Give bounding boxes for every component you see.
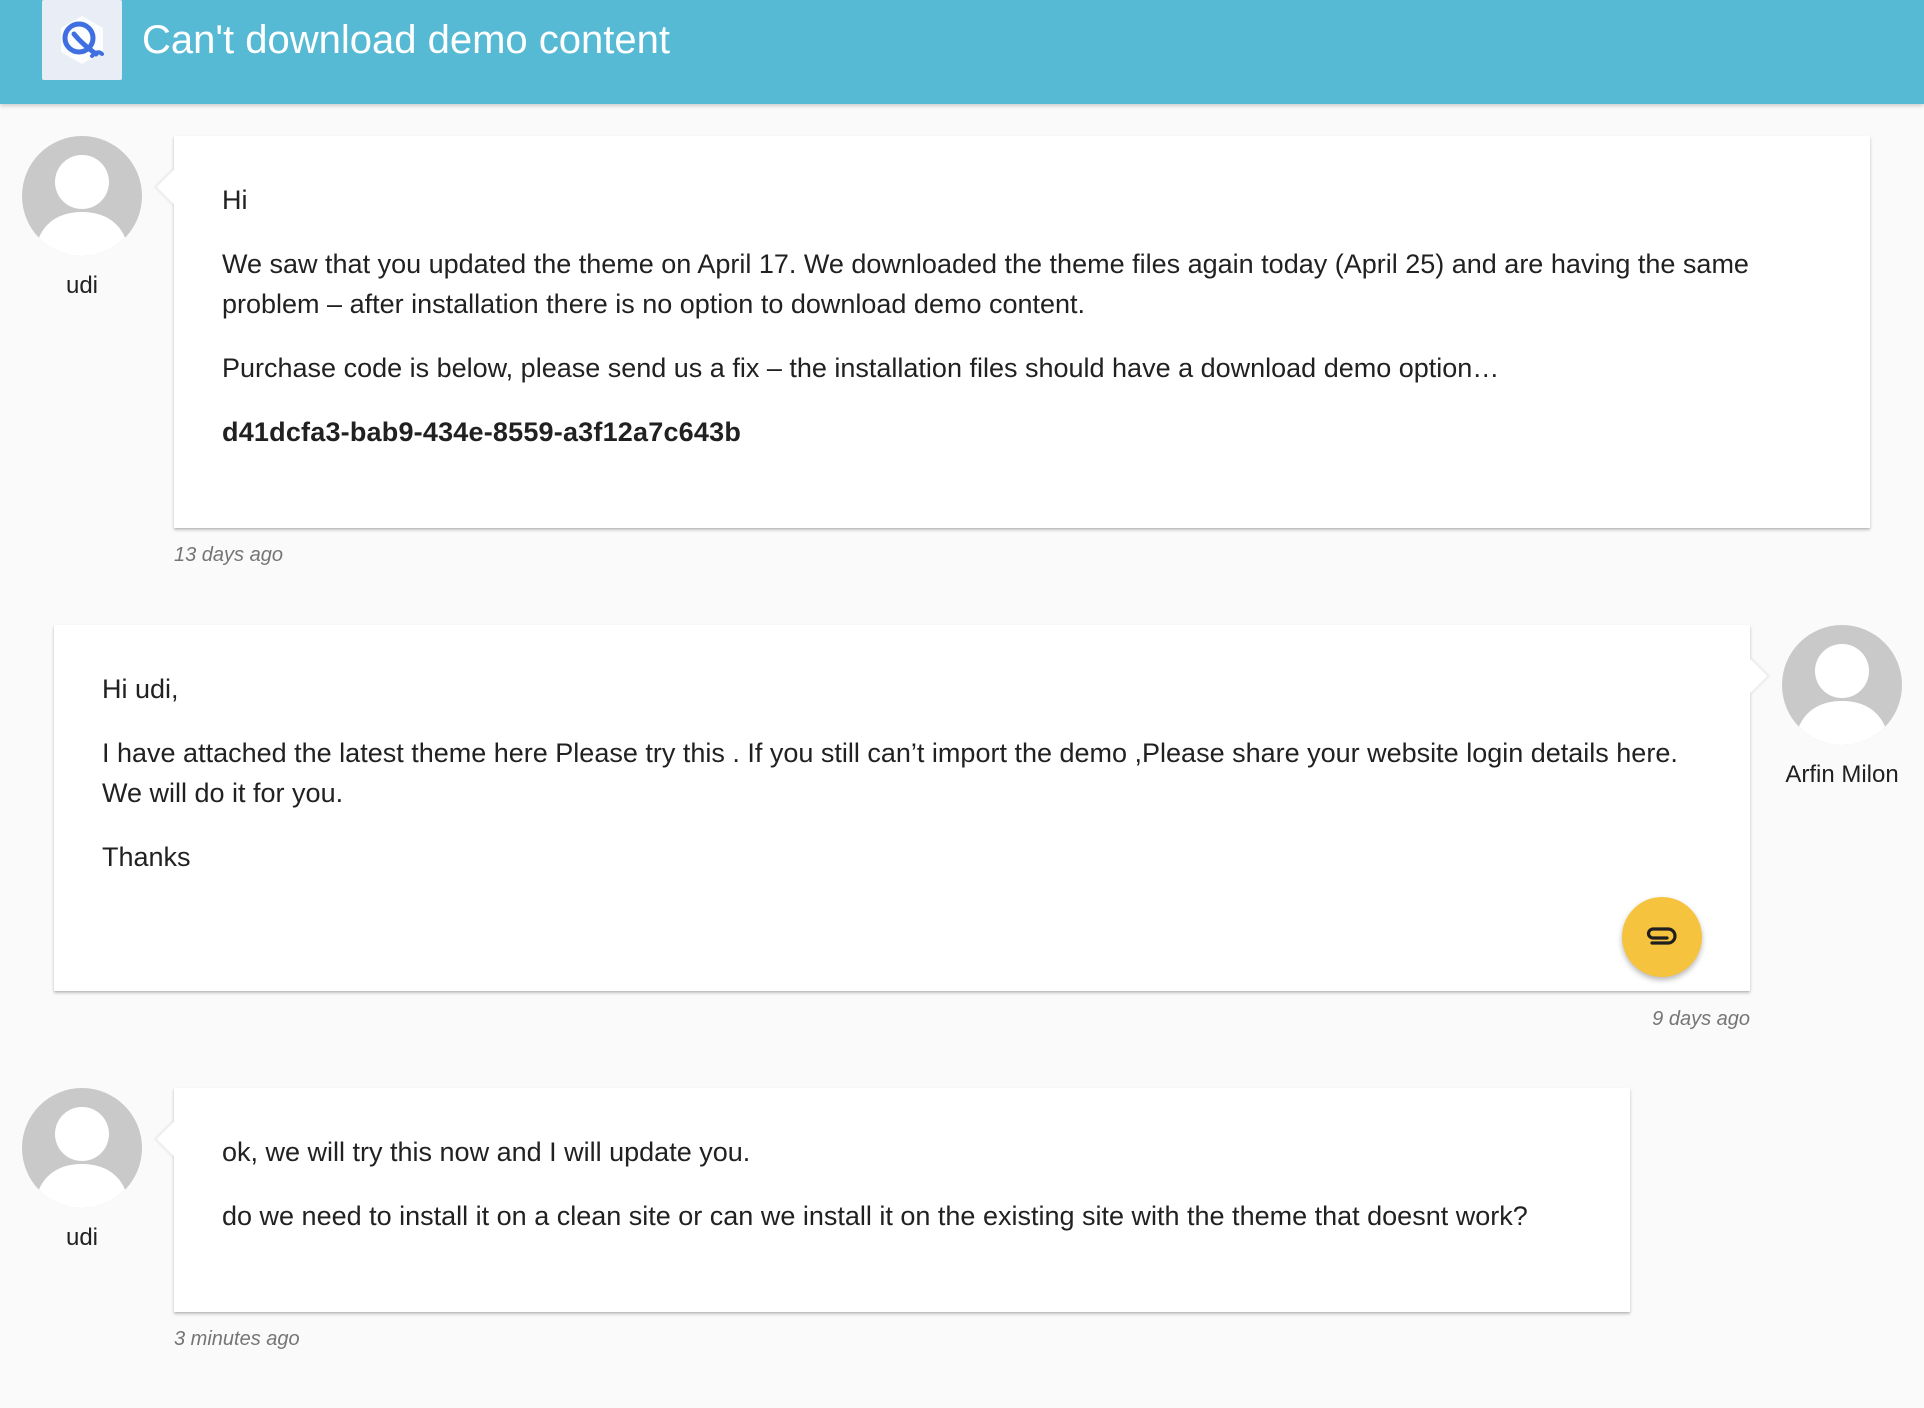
message-card xyxy=(174,1088,1630,1312)
message-paragraph: Thanks xyxy=(102,842,191,872)
card-pointer xyxy=(157,1121,194,1158)
message-paragraph: ok, we will try this now and I will update you. xyxy=(222,1137,751,1167)
message-timestamp: 3 minutes ago xyxy=(174,1328,300,1350)
attachment-button[interactable] xyxy=(1622,897,1702,977)
app-logo-icon xyxy=(52,10,112,70)
avatar[interactable] xyxy=(22,136,142,256)
card-pointer xyxy=(1731,658,1768,695)
message-timestamp: 9 days ago xyxy=(1652,1008,1750,1030)
user-avatar-icon xyxy=(22,136,142,256)
message-author: udi xyxy=(65,1224,99,1251)
message-paragraph: Hi udi, xyxy=(102,674,179,704)
message-card xyxy=(174,136,1870,528)
message-author: Arfin Milon xyxy=(1785,761,1899,788)
message-card xyxy=(54,625,1750,991)
message-paragraph: We saw that you updated the theme on April 17. We downloaded the theme files again today (April 25) and are having the same problem – after installation there is no option to download demo content. xyxy=(222,249,1749,319)
avatar[interactable] xyxy=(1782,625,1902,745)
message-timestamp: 13 days ago xyxy=(174,544,283,566)
app-header xyxy=(0,0,1924,104)
avatar[interactable] xyxy=(22,1088,142,1208)
message-paragraph: Hi xyxy=(222,185,248,215)
purchase-code: d41dcfa3-bab9-434e-8559-a3f12a7c643b xyxy=(222,417,742,447)
message-paragraph: Purchase code is below, please send us a fix – the installation files should have a download demo option… xyxy=(222,353,1500,383)
page-title: Can't download demo content xyxy=(142,18,670,62)
user-avatar-icon xyxy=(22,1088,142,1208)
message-paragraph: do we need to install it on a clean site or can we install it on the existing site with the theme that doesnt work? xyxy=(222,1201,1528,1231)
app-logo[interactable] xyxy=(42,0,122,80)
message-paragraph: I have attached the latest theme here Please try this . If you still can’t import the demo ,Please share your website login details here. We will do it for you. xyxy=(102,738,1678,808)
message-author: udi xyxy=(65,272,99,299)
paperclip-icon xyxy=(1642,917,1682,957)
card-pointer xyxy=(157,169,194,206)
user-avatar-icon xyxy=(1782,625,1902,745)
